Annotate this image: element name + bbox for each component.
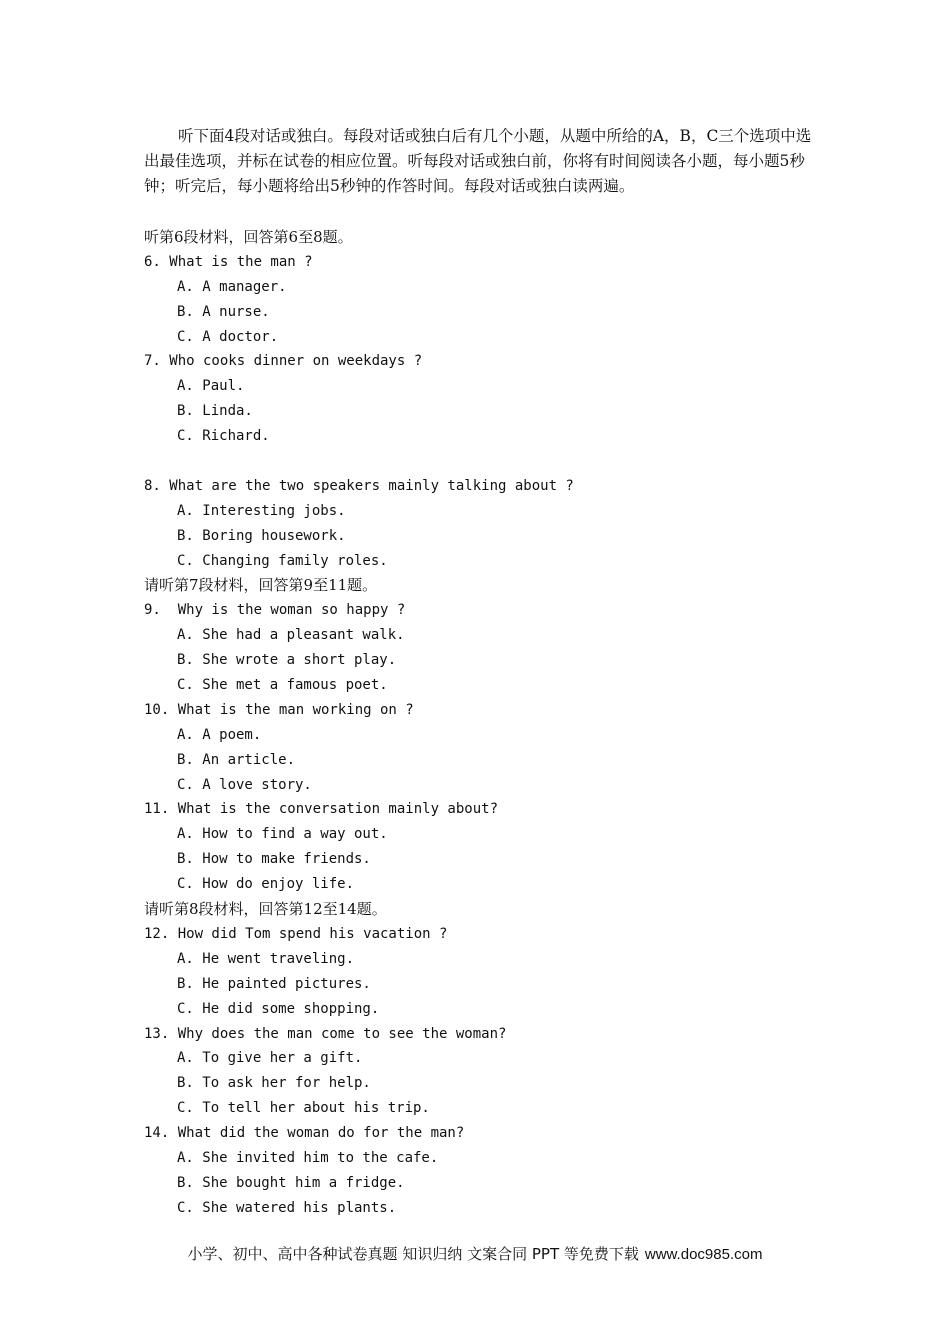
question-6: 6. What is the man ? — [144, 253, 313, 270]
footer-link[interactable]: www.doc985.com — [644, 1246, 763, 1263]
question-11: 11. What is the conversation mainly about? — [144, 801, 499, 818]
option-14b: B. She bought him a fridge. — [177, 1174, 405, 1191]
question-13: 13. Why does the man come to see the woman? — [144, 1025, 507, 1042]
footer-text: 小学、初中、高中各种试卷真题 知识归纳 文案合同 PPT 等免费下载 — [187, 1245, 639, 1263]
option-11a: A. How to find a way out. — [177, 826, 388, 843]
question-14: 14. What did the woman do for the man? — [144, 1125, 465, 1142]
option-12b: B. He painted pictures. — [177, 975, 371, 992]
option-11c: C. How do enjoy life. — [177, 876, 355, 893]
section-header: 请听第8段材料，回答第12至14题。 — [144, 900, 387, 919]
spacer — [144, 449, 824, 474]
page-footer — [0, 1243, 950, 1264]
question-9: 9. Why is the woman so happy ? — [144, 602, 406, 619]
option-13a: A. To give her a gift. — [177, 1050, 363, 1067]
option-14a: A. She invited him to the cafe. — [177, 1149, 439, 1166]
option-11b: B. How to make friends. — [177, 851, 371, 868]
option-12c: C. He did some shopping. — [177, 1000, 380, 1017]
option-7a: A. Paul. — [177, 378, 245, 395]
question-list — [144, 225, 824, 1221]
question-12: 12. How did Tom spend his vacation ? — [144, 925, 448, 942]
section-header: 请听第7段材料，回答第9至11题。 — [144, 576, 378, 595]
option-7b: B. Linda. — [177, 403, 253, 420]
question-10: 10. What is the man working on ? — [144, 701, 414, 718]
option-13b: B. To ask her for help. — [177, 1075, 371, 1092]
question-7: 7. Who cooks dinner on weekdays ? — [144, 353, 423, 370]
option-12a: A. He went traveling. — [177, 950, 355, 967]
option-10b: B. An article. — [177, 751, 296, 768]
option-10c: C. A love story. — [177, 776, 312, 793]
option-8a: A. Interesting jobs. — [177, 502, 346, 519]
option-13c: C. To tell her about his trip. — [177, 1100, 430, 1117]
instructions-paragraph: 听下面4段对话或独白。每段对话或独白后有几个小题，从题中所给的A，B，C三个选项中选出最佳选项，并标在试卷的相应位置。听每段对话或独白前，你将有时间阅读各小题，每小题5秒钟；听完后，每小题将给出5秒钟的作答时间。每段对话或独白读两遍。 — [144, 127, 812, 195]
section-header: 听第6段材料，回答第6至8题。 — [144, 228, 353, 246]
option-9b: B. She wrote a short play. — [177, 652, 397, 669]
option-9c: C. She met a famous poet. — [177, 677, 388, 694]
option-14c: C. She watered his plants. — [177, 1199, 397, 1216]
option-8b: B. Boring housework. — [177, 527, 346, 544]
option-8c: C. Changing family roles. — [177, 552, 388, 569]
option-10a: A. A poem. — [177, 726, 262, 743]
option-7c: C. Richard. — [177, 428, 270, 445]
option-6a: A. A manager. — [177, 278, 287, 295]
option-6b: B. A nurse. — [177, 303, 270, 320]
question-8: 8. What are the two speakers mainly talking about ? — [144, 477, 574, 494]
option-9a: A. She had a pleasant walk. — [177, 627, 405, 644]
option-6c: C. A doctor. — [177, 328, 279, 345]
